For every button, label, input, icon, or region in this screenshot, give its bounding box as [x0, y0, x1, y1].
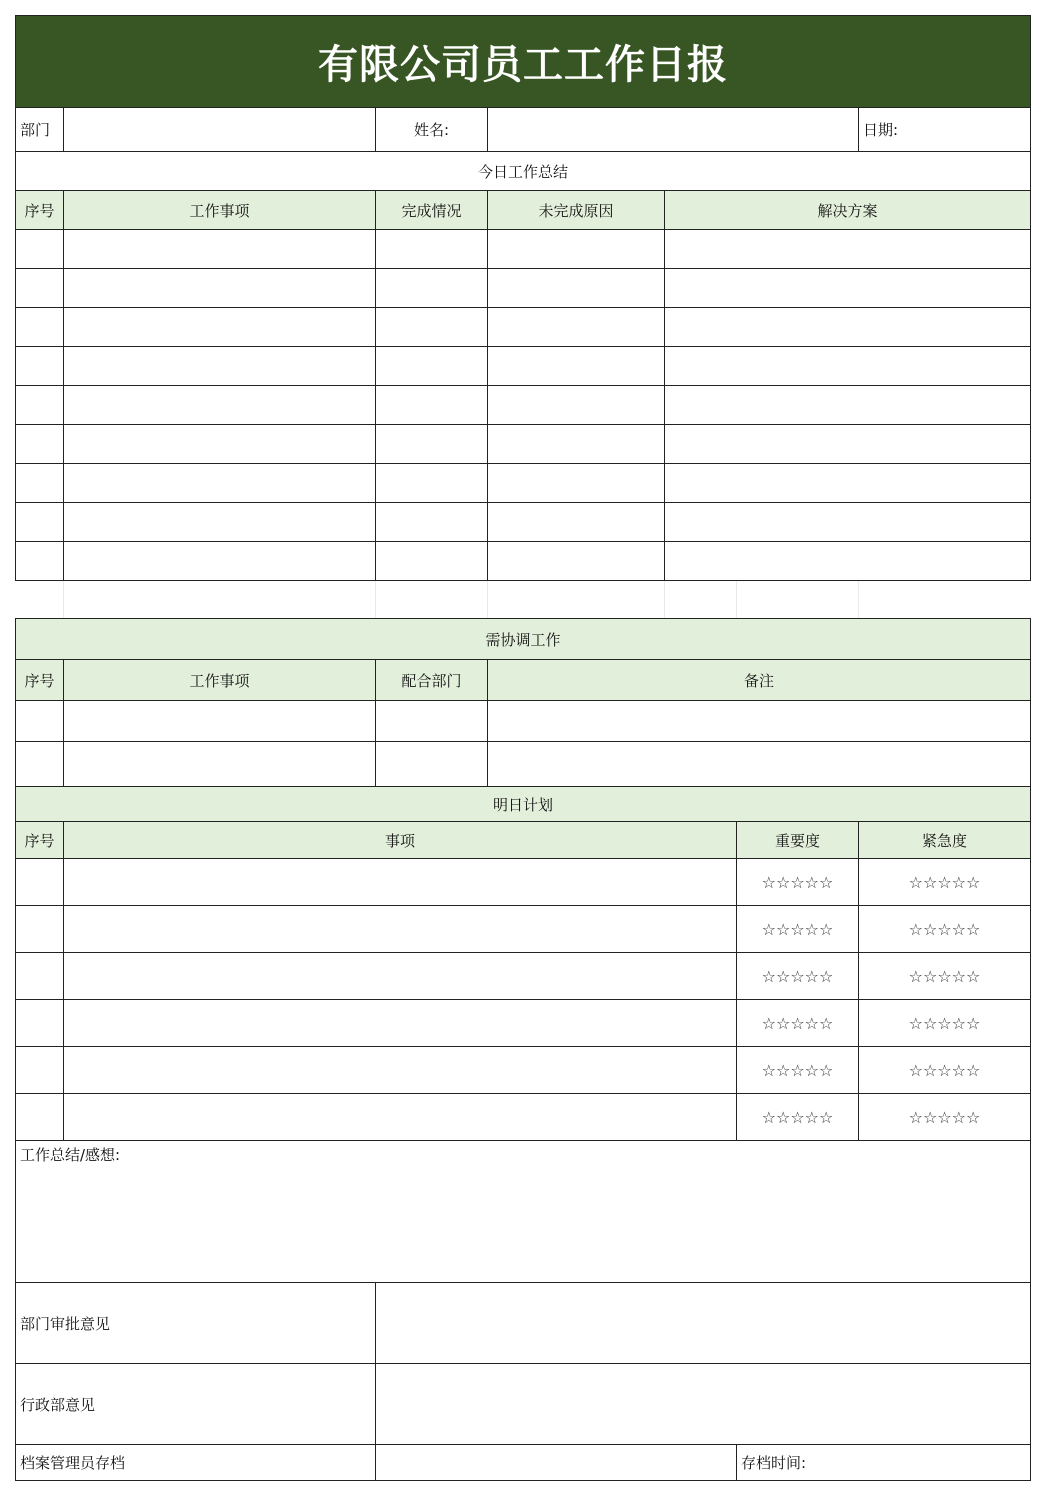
spacer-row: [15, 581, 1030, 618]
dept-approval-input[interactable]: [376, 1283, 1031, 1364]
urgency-rating[interactable]: ☆☆☆☆☆: [859, 859, 1031, 906]
table-row: [16, 425, 1031, 464]
urgency-rating[interactable]: ☆☆☆☆☆: [859, 1094, 1031, 1141]
page-title: 有限公司员工工作日报: [16, 16, 1031, 108]
coord-col-department: 配合部门: [376, 660, 488, 701]
admin-opinion-input[interactable]: [376, 1364, 1031, 1445]
name-label: 姓名:: [376, 108, 488, 152]
date-label: 日期:: [863, 121, 899, 139]
importance-rating[interactable]: ☆☆☆☆☆: [737, 1094, 859, 1141]
importance-rating[interactable]: ☆☆☆☆☆: [737, 953, 859, 1000]
table-row: [16, 1000, 1031, 1047]
coordination-section-title: 需协调工作: [16, 619, 1031, 660]
table-row: [16, 308, 1031, 347]
name-input[interactable]: [488, 108, 859, 152]
importance-rating[interactable]: ☆☆☆☆☆: [737, 906, 859, 953]
col-header-solution: 解决方案: [665, 191, 1031, 230]
col-header-work-item: 工作事项: [64, 191, 376, 230]
importance-rating[interactable]: ☆☆☆☆☆: [737, 1047, 859, 1094]
importance-rating[interactable]: ☆☆☆☆☆: [737, 1000, 859, 1047]
archivist-input[interactable]: [376, 1445, 737, 1481]
coord-col-index: 序号: [16, 660, 64, 701]
table-row: [16, 1047, 1031, 1094]
table-row: [16, 1094, 1031, 1141]
archivist-label: 档案管理员存档: [16, 1445, 376, 1481]
table-row: [16, 906, 1031, 953]
table-row: [16, 701, 1031, 742]
department-label: 部门: [16, 108, 64, 152]
col-header-incomplete-reason: 未完成原因: [488, 191, 665, 230]
summary-field[interactable]: [16, 1141, 1031, 1283]
archive-time-field[interactable]: [737, 1445, 1031, 1481]
plan-table: [15, 618, 1031, 1481]
table-row: [16, 464, 1031, 503]
coord-col-remarks: 备注: [488, 660, 1031, 701]
table-row: [16, 742, 1031, 787]
urgency-rating[interactable]: ☆☆☆☆☆: [859, 953, 1031, 1000]
urgency-rating[interactable]: ☆☆☆☆☆: [859, 1000, 1031, 1047]
table-row: [16, 953, 1031, 1000]
importance-rating[interactable]: ☆☆☆☆☆: [737, 859, 859, 906]
plan-col-importance: 重要度: [737, 822, 859, 859]
table-row: [16, 542, 1031, 581]
table-row: [16, 347, 1031, 386]
coord-col-work-item: 工作事项: [64, 660, 376, 701]
table-row: [16, 269, 1031, 308]
summary-label: 工作总结/感想:: [20, 1146, 121, 1164]
date-field[interactable]: [859, 108, 1031, 152]
plan-col-index: 序号: [16, 822, 64, 859]
urgency-rating[interactable]: ☆☆☆☆☆: [859, 906, 1031, 953]
table-row: [16, 386, 1031, 425]
table-row: [16, 859, 1031, 906]
plan-col-urgency: 紧急度: [859, 822, 1031, 859]
table-row: [16, 230, 1031, 269]
dept-approval-label: 部门审批意见: [16, 1283, 376, 1364]
department-input[interactable]: [64, 108, 376, 152]
urgency-rating[interactable]: ☆☆☆☆☆: [859, 1047, 1031, 1094]
col-header-completion: 完成情况: [376, 191, 488, 230]
archive-time-label: 存档时间:: [741, 1454, 807, 1472]
tomorrow-section-title: 明日计划: [16, 787, 1031, 822]
table-row: [16, 503, 1031, 542]
admin-opinion-label: 行政部意见: [16, 1364, 376, 1445]
today-section-title: 今日工作总结: [16, 152, 1031, 191]
col-header-index: 序号: [16, 191, 64, 230]
plan-col-item: 事项: [64, 822, 737, 859]
daily-report-sheet: [15, 15, 1030, 1481]
today-summary-table: [15, 15, 1031, 581]
